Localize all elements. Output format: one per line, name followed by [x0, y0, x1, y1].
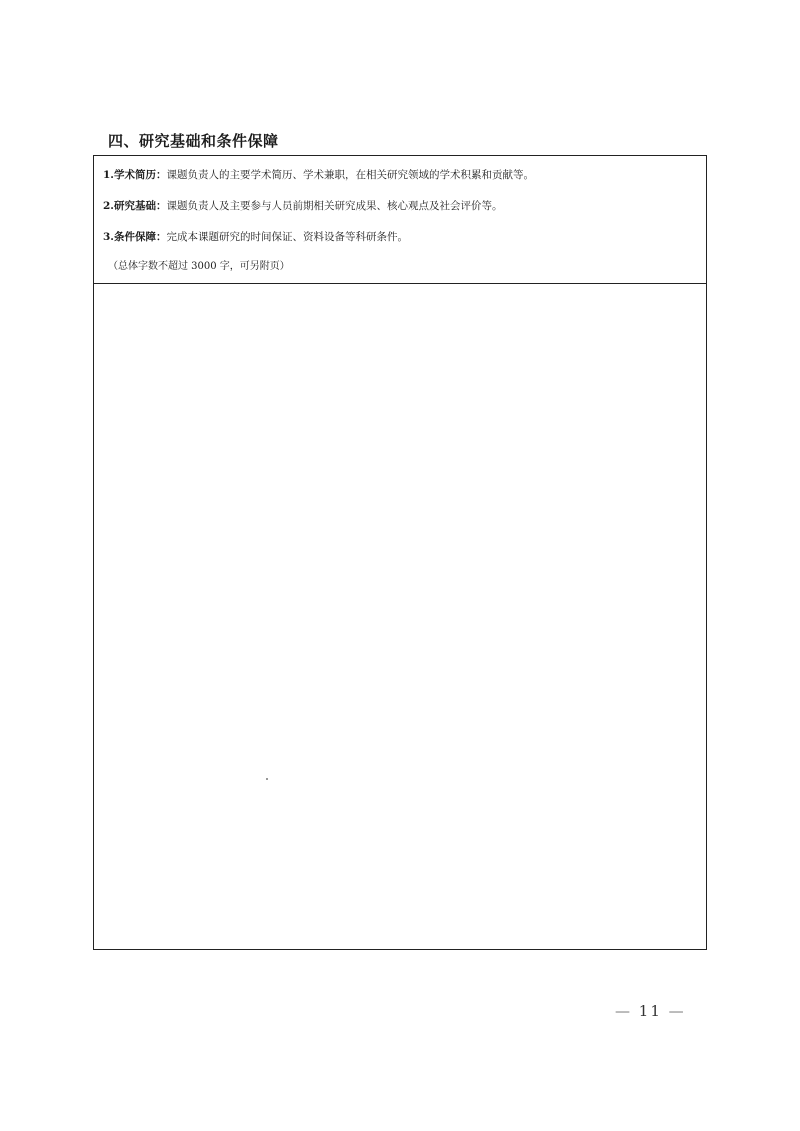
page-number-value: 11 [638, 1002, 662, 1020]
instruction-label: 1.学术简历： [103, 169, 167, 181]
instruction-text: 完成本课题研究的时间保证、资料设备等科研条件。 [166, 231, 408, 243]
instruction-item-academic-resume [103, 168, 534, 182]
page-number [615, 1002, 686, 1020]
word-limit-note: （总体字数不超过 3000 字，可另附页） [108, 261, 290, 272]
content-writing-area[interactable] [94, 284, 706, 949]
instruction-item-conditions [103, 230, 408, 244]
instruction-text: 课题负责人的主要学术简历、学术兼职，在相关研究领域的学术积累和贡献等。 [166, 169, 534, 181]
instruction-label: 2.研究基础： [103, 200, 167, 212]
instruction-text: 课题负责人及主要参与人员前期相关研究成果、核心观点及社会评价等。 [166, 200, 503, 212]
section-heading: 四、研究基础和条件保障 [108, 132, 279, 150]
page-dash-right: — [668, 1002, 686, 1020]
scan-speck [266, 778, 268, 780]
page-dash-left: — [615, 1002, 632, 1020]
instructions-cell [94, 156, 706, 284]
instruction-item-research-basis [103, 199, 502, 213]
instruction-label: 3.条件保障： [103, 231, 167, 243]
form-table [93, 155, 707, 950]
